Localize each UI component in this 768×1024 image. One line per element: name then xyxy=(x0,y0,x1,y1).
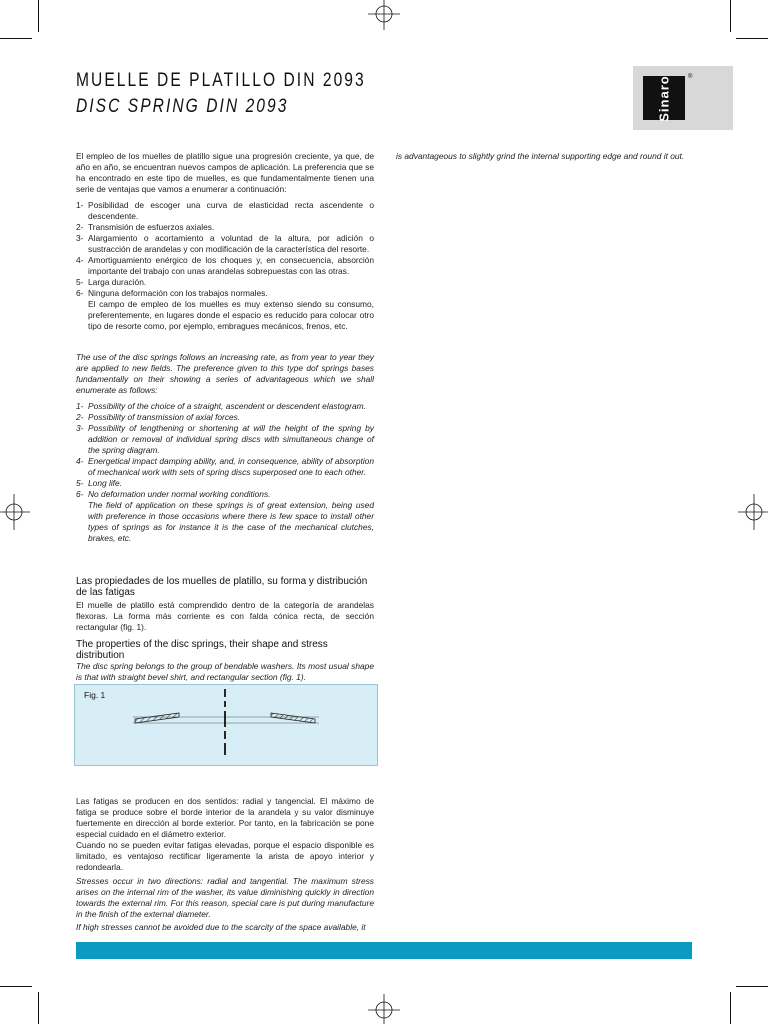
logo-mark: Sinaro xyxy=(643,76,685,120)
list-item: 3- Possibility of lengthening or shortening at will the height of the spring by addition or removal of individual spring discs with simultaneous change of the spring diagram. xyxy=(76,423,374,455)
list-item: 5- Larga duración. xyxy=(76,277,147,287)
section-body-es: El muelle de platillo está comprendido dentro de la categoría de arandelas flexoras. La forma más corriente es con falda cónica recta, de sección rectangular (fig. 1). xyxy=(76,600,374,632)
list-item: 1- Possibility of the choice of a straight, ascendent or descendent elastogram. xyxy=(76,401,366,411)
page-title-es: MUELLE DE PLATILLO DIN 2093 xyxy=(76,70,366,91)
page-title-en: DISC SPRING DIN 2093 xyxy=(76,96,289,117)
section-heading-es: Las propiedades de los muelles de platillo, su forma y distribución de las fatigas xyxy=(76,576,368,598)
list-tail: The field of application on these springs is of great extension, being used with preference in those occasions where there is few space to install other types of springs as for instance it is the case of the mechanical clutches, brakes, etc. xyxy=(88,500,374,543)
advantages-list-es xyxy=(76,200,374,332)
figure-1 xyxy=(74,684,378,766)
registration-mark-bottom xyxy=(364,994,404,1024)
list-item: 6- Ninguna deformación con los trabajos normales. xyxy=(76,288,268,298)
stress-text-en-1: Stresses occur in two directions: radial and tangential. The maximum stress arises on the internal rim of the washer, its value diminishing quickly in direction towards the external rim. For this reason, special care is put during manufacture in the finish of the external diameter. xyxy=(76,876,374,919)
right-column-text: is advantageous to slightly grind the internal supporting edge and round it out. xyxy=(396,151,685,161)
section-heading-en: The properties of the disc springs, their shape and stress distribution xyxy=(76,639,328,661)
footer-accent-bar xyxy=(76,942,692,959)
list-item: 3- Alargamiento o acortamiento a voluntad de la altura, por adición o sustracción de arandelas y con modificación de la característica del resorte. xyxy=(76,233,374,254)
intro-es: El empleo de los muelles de platillo sigue una progresión creciente, ya que, de año en año, se encuentran nuevos campos de aplicación. La preferencia que se ha encontrado en este tipo de muelles, es que fundamentalmente tienen una serie de ventajas que vamos a enumerar a continuación: xyxy=(76,151,374,194)
brand-logo xyxy=(633,66,733,130)
registration-mark-left xyxy=(0,492,30,532)
list-item: 4- Energetical impact damping ability, and, in consequence, ability of absorption of mechanical work with sets of spring discs superposed one to each other. xyxy=(76,456,374,477)
list-item: 4- Amortiguamiento enérgico de los choques y, en consecuencia, absorción importante del trabajo con unas arandelas sobrepuestas con las otras. xyxy=(76,255,374,276)
registered-mark: ® xyxy=(688,74,693,80)
list-item: 5- Long life. xyxy=(76,478,122,488)
stress-text-es-1: Las fatigas se producen en dos sentidos: radial y tangencial. El máximo de fatiga se produce sobre el borde interior de la arandela y su valor disminuye fuertemente en dirección al borde exterior. Por tanto, en la fabricación se pone especial cuidado en el diámetro exterior. xyxy=(76,796,374,839)
list-tail: El campo de empleo de los muelles es muy extenso siendo su consumo, preferentemente, en lugares donde el espacio es reducido para colocar otro tipo de resorte como, por ejemplo, embragues mecánicos, frenos, etc. xyxy=(88,299,374,331)
disc-spring-section-drawing xyxy=(75,685,377,765)
stress-text-es-2: Cuando no se pueden evitar fatigas elevadas, porque el espacio disponible es limitado, es ventajoso rectificar ligeramente la arista de apoyo interior y redondearla. xyxy=(76,840,374,872)
registration-mark-top xyxy=(364,0,404,30)
list-item: 2- Transmisión de esfuerzos axiales. xyxy=(76,222,215,232)
intro-en: The use of the disc springs follows an increasing rate, as from year to year they are applied to new fields. The preference given to this type dof springs bases fundamentally on their showing a series of advantageous which we shall enumerate as follows: xyxy=(76,352,374,395)
registration-mark-right xyxy=(738,492,768,532)
list-item: 1- Posibilidad de escoger una curva de elasticidad recta ascendente o descendente. xyxy=(76,200,374,221)
figure-label: Fig. 1 xyxy=(84,690,106,700)
section-body-en: The disc spring belongs to the group of bendable washers. Its most usual shape is that with straight bevel shirt, and rectangular section (fig. 1). xyxy=(76,661,374,682)
list-item: 2- Possibility of transmission of axial forces. xyxy=(76,412,241,422)
advantages-list-en xyxy=(76,401,374,544)
stress-text-en-2: If high stresses cannot be avoided due to the scarcity of the space available, it xyxy=(76,922,366,932)
list-item: 6- No deformation under normal working conditions. xyxy=(76,489,271,499)
